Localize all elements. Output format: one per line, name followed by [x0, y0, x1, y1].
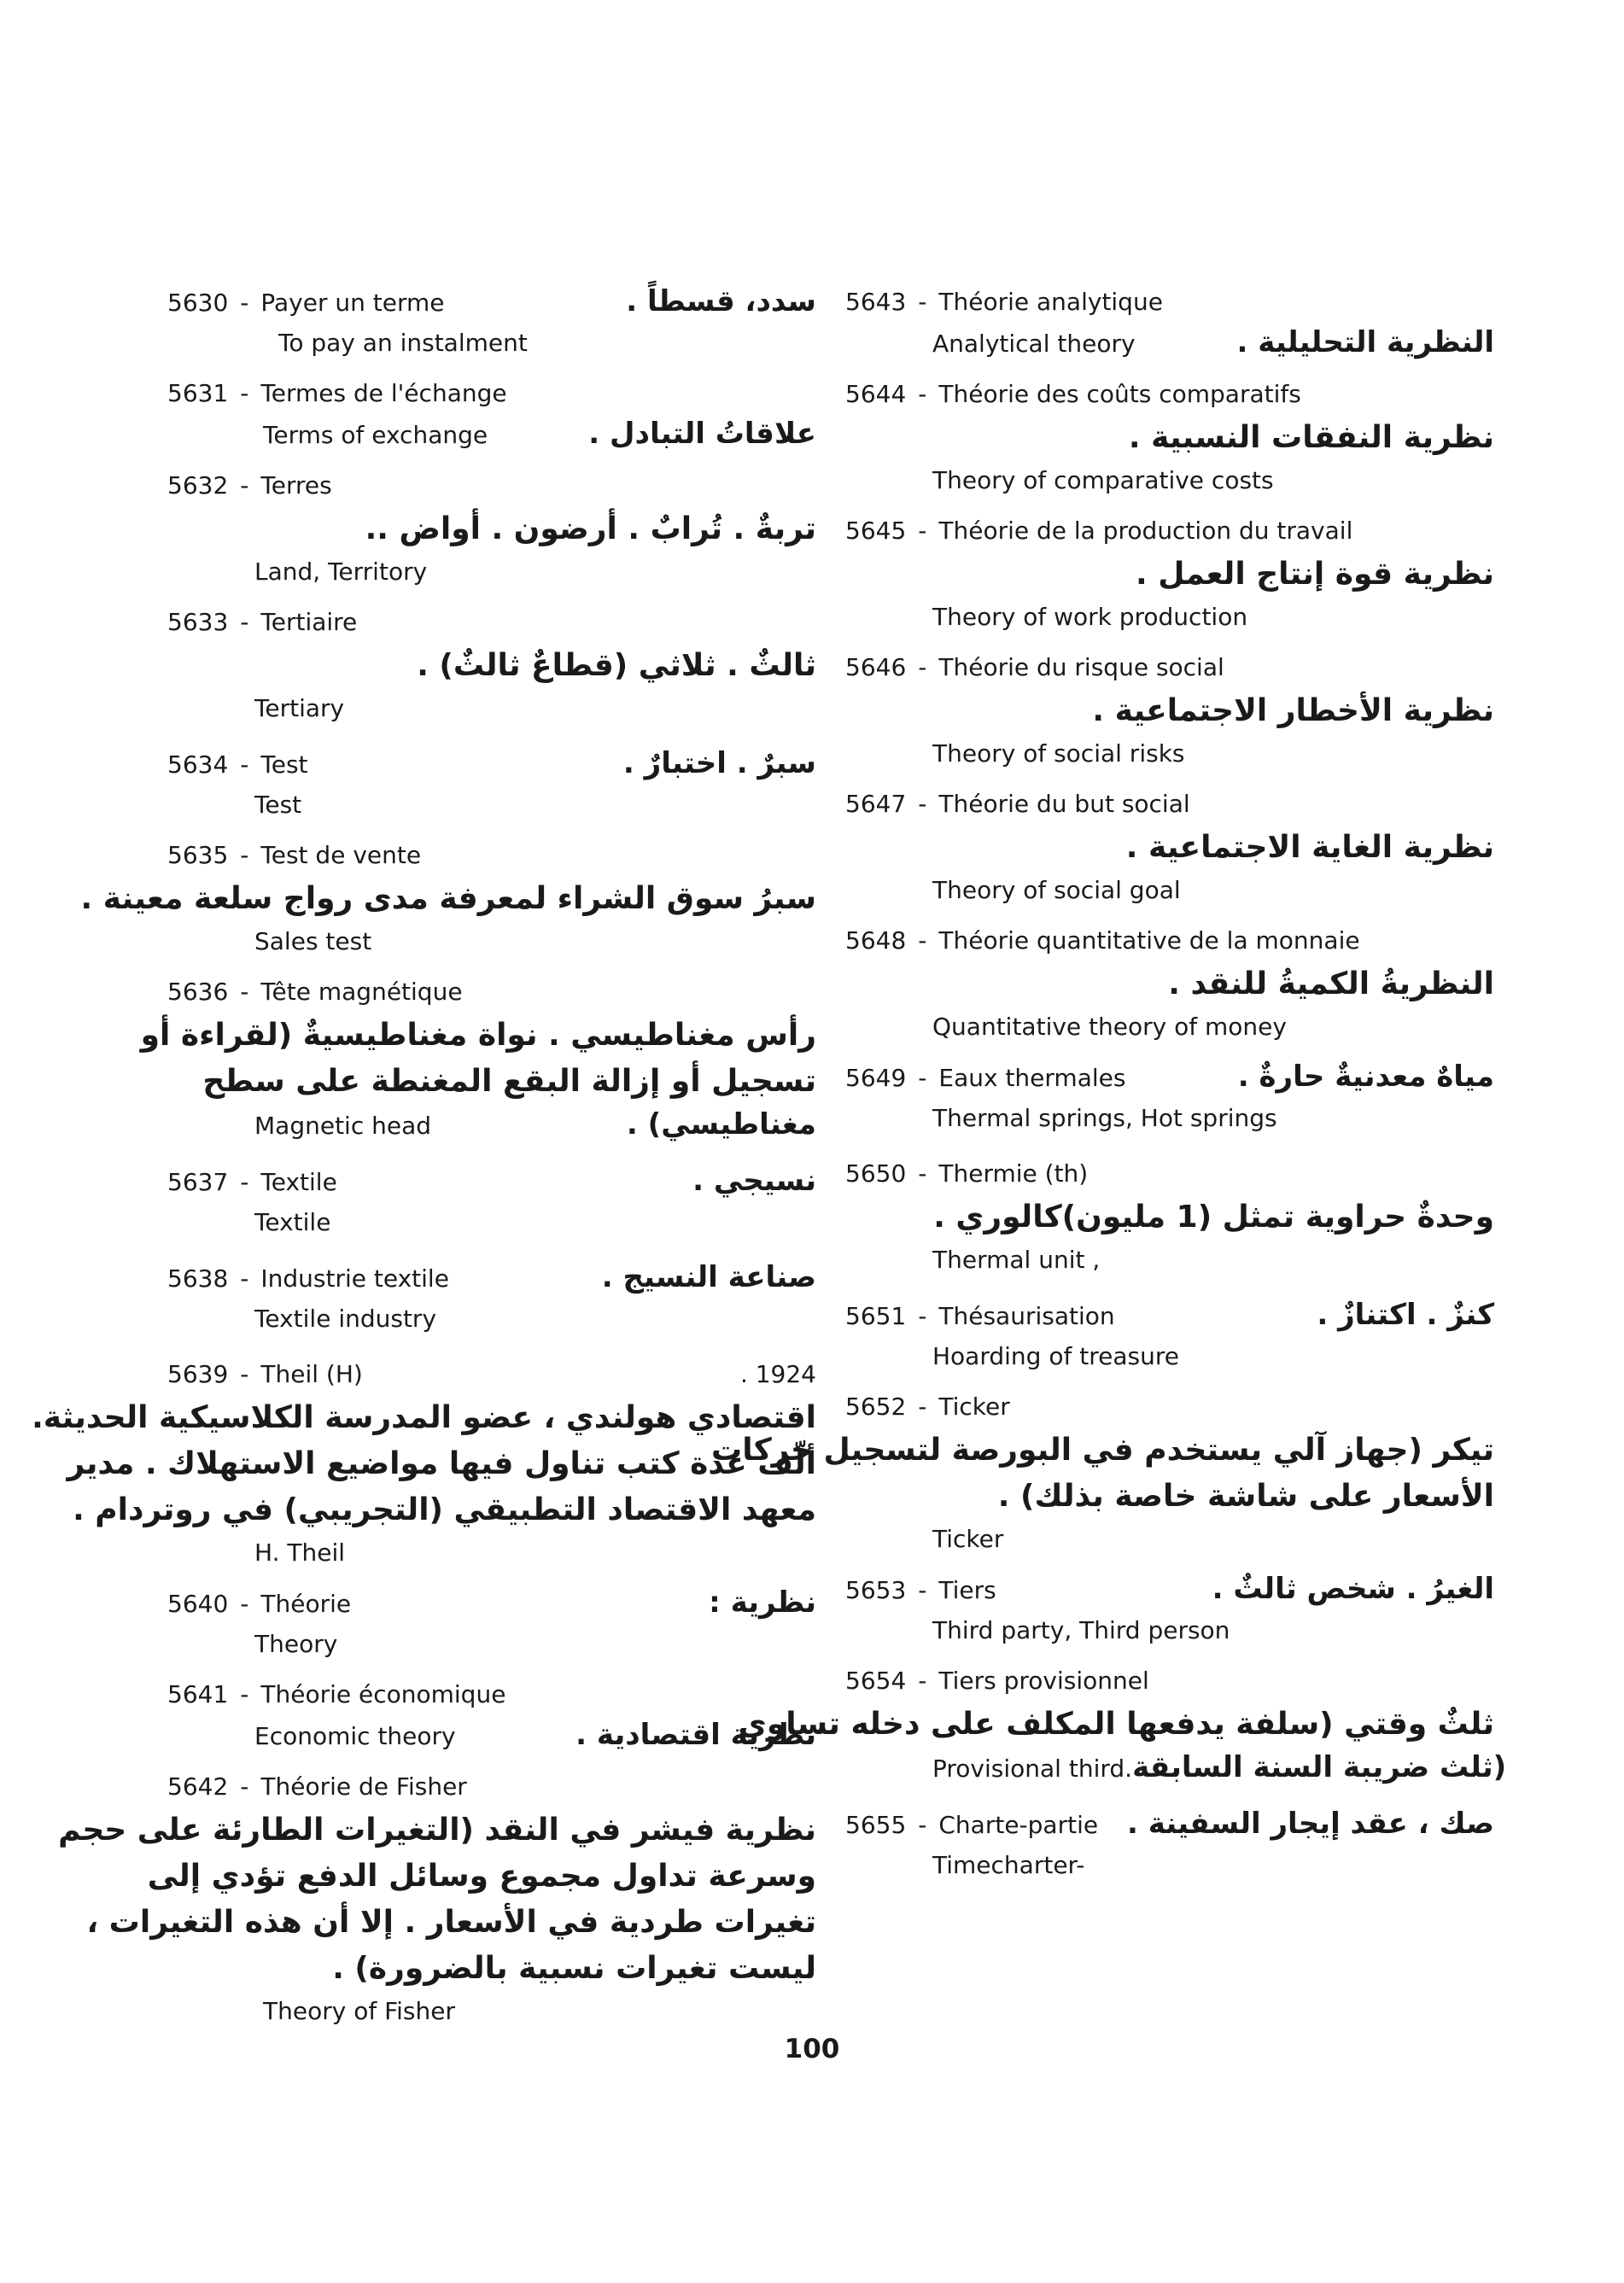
english-translation: Hoarding of treasure [932, 1342, 1179, 1370]
entry-number: 5653 [845, 1576, 907, 1604]
english-translation: Economic theory [254, 1722, 456, 1750]
french-term: Théorie du risque social [938, 653, 1224, 681]
arabic-translation: ثالثٌ . ثلاثي (قطاعٌ ثالثٌ) . [417, 648, 816, 683]
english-translation: Theory [254, 1630, 338, 1658]
english-translation: Theory of social goal [932, 876, 1181, 904]
entry-5631: 5631 - Termes de l'échange Terms of exchange علاقاتُ التبادل . [167, 373, 816, 455]
entry-5644: 5644 - Théorie des coûts comparatifs نظرية النفقات النسبية . Theory of comparative costs [845, 374, 1494, 500]
arabic-translation: صناعة النسيج . [601, 1260, 816, 1294]
entry-number: 5651 [845, 1302, 907, 1330]
arabic-translation: سدد، قسطاً . [626, 284, 816, 318]
entry-number: 5645 [845, 517, 907, 545]
entry-number: 5639 [167, 1360, 229, 1388]
entry-number: 5634 [167, 750, 229, 779]
entry-number: 5630 [167, 289, 229, 317]
arabic-translation: سبرُ سوق الشراء لمعرفة مدى رواج سلعة معينة . [80, 881, 816, 916]
english-translation: Timecharter- [932, 1851, 1085, 1879]
birth-year: . 1924 [739, 1360, 816, 1388]
arabic-translation: نسيجي . [692, 1164, 816, 1198]
entry-5652: 5652 - Ticker تيكر (جهاز آلي يستخدم في البورصة لتسجيل حركات الأسعار على شاشة خاصة بذلك) . Ticker [845, 1387, 1494, 1559]
entry-number: 5636 [167, 978, 229, 1006]
english-translation: Theory of comparative costs [932, 466, 1274, 494]
arabic-translation: النظرية التحليلية . [1236, 325, 1494, 359]
entry-5633: 5633 - Tertiaire ثالثٌ . ثلاثي (قطاعٌ ثالثٌ) . Tertiary [167, 602, 816, 728]
arabic-translation-line-3: معهد الاقتصاد التطبيقي (التجريبي) في روتردام . [73, 1492, 816, 1527]
french-term: Terres [260, 471, 332, 499]
arabic-translation: نظرية الغاية الاجتماعية . [1125, 830, 1494, 865]
entry-5634: 5634 - Test سبرٌ . اختبارٌ . Test [167, 744, 816, 825]
entry-5650: 5650 - Thermie (th) وحدةٌ حراوية تمثل (1 مليون)كالوري . Thermal unit , [845, 1153, 1494, 1280]
entry-number: 5655 [845, 1811, 907, 1839]
entry-number: 5646 [845, 653, 907, 681]
arabic-translation-line-2: (ثلث ضريبة السنة السابقة [1132, 1750, 1507, 1784]
entry-number: 5631 [167, 379, 229, 407]
arabic-translation-line-1: رأس مغناطيسي . نواة مغناطيسيةٌ (لقراءة أو [140, 1018, 816, 1053]
english-translation: Thermal unit , [932, 1246, 1101, 1274]
entry-5640: 5640 - Théorie نظرية : Theory [167, 1583, 816, 1664]
entry-number: 5633 [167, 608, 229, 636]
french-term: Tiers provisionnel [938, 1667, 1149, 1695]
french-term: Eaux thermales [938, 1064, 1126, 1092]
french-term: Thésaurisation [938, 1302, 1115, 1330]
english-translation: H. Theil [254, 1539, 345, 1567]
english-translation: Theory of social risks [932, 739, 1185, 768]
english-translation: Tertiary [254, 694, 345, 722]
french-term: Charte-partie [938, 1811, 1099, 1839]
english-translation: Textile [254, 1208, 331, 1236]
entry-number: 5652 [845, 1393, 907, 1421]
entry-number: 5642 [167, 1772, 229, 1801]
entry-number: 5649 [845, 1064, 907, 1092]
entry-5636: 5636 - Tête magnétique رأس مغناطيسي . نواة مغناطيسيةٌ (لقراءة أو تسجيل أو إزالة البقع المغنطة على سطح Magnetic head مغناطيسي) . [167, 972, 816, 1146]
french-term: Théorie de la production du travail [938, 517, 1353, 545]
arabic-translation: نظرية : [709, 1585, 816, 1620]
french-term: Industrie textile [260, 1264, 449, 1293]
french-term: Théorie économique [260, 1680, 506, 1708]
entry-number: 5654 [845, 1667, 907, 1695]
entry-5647: 5647 - Théorie du but social نظرية الغاية الاجتماعية . Theory of social goal [845, 784, 1494, 910]
entry-number: 5650 [845, 1159, 907, 1188]
entry-5646: 5646 - Théorie du risque social نظرية الأخطار الاجتماعية . Theory of social risks [845, 647, 1494, 774]
entry-5641: 5641 - Théorie économique Economic theory نظرية اقتصادية . [167, 1674, 816, 1756]
entry-number: 5640 [167, 1590, 229, 1618]
entry-5648: 5648 - Théorie quantitative de la monnaie النظريةُ الكميةُ للنقد . Quantitative theory of money [845, 920, 1494, 1047]
english-translation: Ticker [932, 1525, 1004, 1553]
english-translation: Thermal springs, Hot springs [932, 1104, 1277, 1132]
french-term: Test [260, 750, 308, 779]
arabic-translation: نظرية الأخطار الاجتماعية . [1092, 693, 1494, 728]
arabic-translation-line-3: تغيرات طردية في الأسعار . إلا أن هذه التغيرات ، [86, 1905, 816, 1940]
entry-number: 5637 [167, 1168, 229, 1196]
entry-5653: 5653 - Tiers الغيرُ . شخص ثالثٌ . Third party, Third person [845, 1569, 1494, 1650]
french-term: Théorie du but social [938, 790, 1190, 818]
arabic-translation-line-2: تسجيل أو إزالة البقع المغنطة على سطح [202, 1064, 816, 1099]
arabic-translation: النظريةُ الكميةُ للنقد . [1168, 966, 1494, 1001]
french-term: Théorie quantitative de la monnaie [938, 926, 1360, 955]
entry-number: 5635 [167, 841, 229, 869]
entry-5642: 5642 - Théorie de Fisher نظرية فيشر في النقد (التغيرات الطارئة على حجم وسرعة تداول مجموع وسائل الدفع تؤدي إلى تغيرات طردية في الأسعار . إلا أن هذه التغيرات ، ليست تغيرات نسبية بالضرورة) . Theory of Fisher [167, 1766, 816, 2031]
arabic-translation: مياهٌ معدنيةٌ حارةٌ . [1237, 1060, 1494, 1094]
arabic-translation: الغيرُ . شخص ثالثٌ . [1212, 1572, 1494, 1606]
arabic-translation: نظرية اقتصادية . [575, 1718, 816, 1752]
left-column [32, 282, 816, 2031]
french-term: Thermie (th) [938, 1159, 1089, 1188]
entry-5645: 5645 - Théorie de la production du travail نظرية قوة إنتاج العمل . Theory of work production [845, 511, 1494, 637]
entry-number: 5638 [167, 1264, 229, 1293]
arabic-translation-line-2: وسرعة تداول مجموع وسائل الدفع تؤدي إلى [147, 1859, 816, 1894]
entry-headword: 5630 - Payer un terme [167, 283, 445, 324]
french-term: Théorie [260, 1590, 352, 1618]
english-translation: Quantitative theory of money [932, 1013, 1287, 1041]
arabic-translation-line-1: نظرية فيشر في النقد (التغيرات الطارئة على حجم [58, 1813, 816, 1848]
arabic-translation-line-1: اقتصادي هولندي ، عضو المدرسة الكلاسيكية الحديثة. [32, 1400, 816, 1435]
french-term: Ticker [938, 1393, 1010, 1421]
entry-5651: 5651 - Thésaurisation كنزٌ . اكتنازٌ . Hoarding of treasure [845, 1295, 1494, 1376]
entry-5649: 5649 - Eaux thermales مياهٌ معدنيةٌ حارةٌ . Thermal springs, Hot springs [845, 1057, 1494, 1138]
arabic-translation: نظرية قوة إنتاج العمل . [1136, 557, 1494, 592]
entry-5635: 5635 - Test de vente سبرُ سوق الشراء لمعرفة مدى رواج سلعة معينة . Sales test [167, 835, 816, 961]
entry-number: 5648 [845, 926, 907, 955]
english-translation: Analytical theory [932, 330, 1136, 358]
english-translation: Land, Territory [254, 558, 428, 586]
arabic-translation-line-2: الأسعار على شاشة خاصة بذلك) . [997, 1479, 1494, 1514]
french-term: Tête magnétique [260, 978, 463, 1006]
arabic-translation: تربةٌ . تُرابٌ . أرضون . أواض .. [365, 511, 816, 546]
entry-number: 5643 [845, 288, 907, 316]
english-translation: Terms of exchange [263, 421, 488, 449]
page-number: 100 [784, 2034, 840, 2064]
arabic-translation-line-4: ليست تغيرات نسبية بالضرورة) . [332, 1951, 816, 1986]
french-term: Tiers [938, 1576, 996, 1604]
entry-5654: 5654 - Tiers provisionnel ثلثٌ وقتي (سلفة يدفعها المكلف على دخله تساوي Provisional third. (ثلث ضريبة السنة السابقة [845, 1661, 1494, 1789]
entry-5632: 5632 - Terres تربةٌ . تُرابٌ . أرضون . أواض .. Land, Territory [167, 465, 816, 592]
english-translation: Textile industry [254, 1305, 437, 1333]
french-term: Textile [260, 1168, 337, 1196]
arabic-translation: كنزٌ . اكتنازٌ . [1317, 1298, 1494, 1332]
english-translation: Sales test [254, 927, 372, 955]
arabic-translation: سبرٌ . اختبارٌ . [622, 746, 816, 780]
french-term: Tertiaire [260, 608, 358, 636]
french-term: Payer un terme [260, 289, 445, 317]
english-translation: Theory of Fisher [263, 1997, 455, 2025]
french-term: Théorie des coûts comparatifs [938, 380, 1301, 408]
entry-5643: 5643 - Théorie analytique Analytical theory النظرية التحليلية . [845, 282, 1494, 364]
english-translation: Test [254, 791, 302, 819]
entry-number: 5632 [167, 471, 229, 499]
arabic-translation: علاقاتُ التبادل . [588, 417, 816, 451]
arabic-translation-line-1: تيكر (جهاز آلي يستخدم في البورصة لتسجيل حركات [711, 1433, 1494, 1468]
arabic-translation-line-2: ألّف عدة كتب تناول فيها مواضيع الاستهلاك . مدير [67, 1446, 816, 1481]
english-translation: Provisional third. [932, 1755, 1133, 1783]
entry-5637: 5637 - Textile نسيجي . Textile [167, 1161, 816, 1242]
arabic-translation-line-1: ثلثٌ وقتي (سلفة يدفعها المكلف على دخله تساوي [738, 1707, 1494, 1742]
english-translation: To pay an instalment [278, 329, 528, 357]
french-term: Termes de l'échange [260, 379, 507, 407]
english-translation: Theory of work production [932, 603, 1248, 631]
french-term: Théorie analytique [938, 288, 1163, 316]
english-translation: Third party, Third person [932, 1616, 1230, 1644]
entry-number: 5644 [845, 380, 907, 408]
french-term: Théorie de Fisher [260, 1772, 467, 1801]
entry-number: 5641 [167, 1680, 229, 1708]
entry-5630 [167, 282, 816, 363]
french-term: Theil (H) [260, 1360, 363, 1388]
arabic-translation: وحدةٌ حراوية تمثل (1 مليون)كالوري . [933, 1200, 1494, 1235]
french-term: Test de vente [260, 841, 422, 869]
arabic-translation-line-3: مغناطيسي) . [626, 1107, 816, 1142]
entry-5639: 5639 - Theil (H) . 1924 اقتصادي هولندي ، عضو المدرسة الكلاسيكية الحديثة. ألّف عدة كتب تناول فيها مواضيع الاستهلاك . مدير معهد الاقتصاد التطبيقي (التجريبي) في روتردام . H. Theil [167, 1354, 816, 1573]
arabic-translation: نظرية النفقات النسبية . [1128, 420, 1494, 455]
entry-5638: 5638 - Industrie textile صناعة النسيج . Textile industry [167, 1258, 816, 1339]
arabic-translation: صك ، عقد إيجار السفينة . [1127, 1807, 1494, 1841]
entry-number: 5647 [845, 790, 907, 818]
english-translation: Magnetic head [254, 1112, 432, 1140]
entry-5655: 5655 - Charte-partie صك ، عقد إيجار السفينة . Timecharter- [845, 1804, 1494, 1885]
